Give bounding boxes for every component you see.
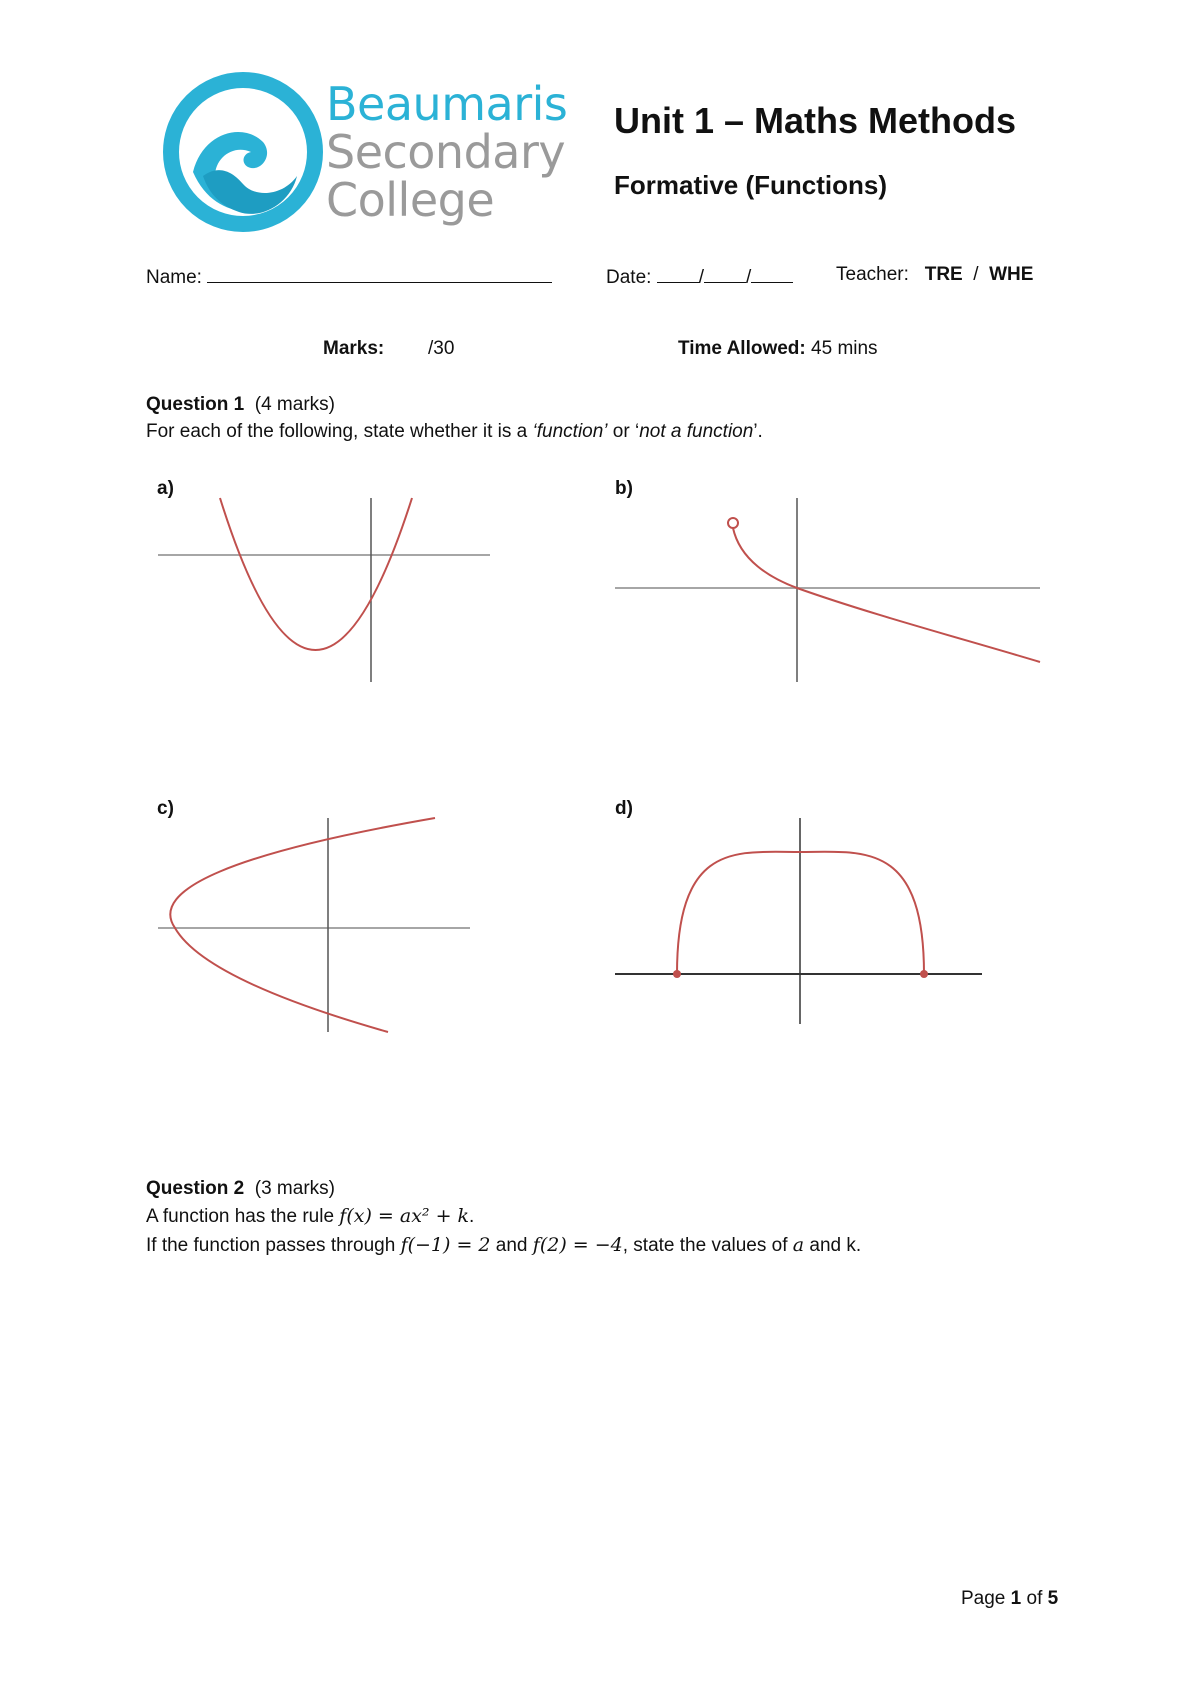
question-2-heading [146,1178,335,1200]
graph-d-right-endpoint [920,970,928,978]
q2-rule-math: f(x) = ax² + k [339,1205,470,1227]
date-label: Date: [606,267,652,288]
graph-c [150,810,490,1040]
instr-text: ’. [753,421,763,442]
q2-text: If the function passes through [146,1235,401,1256]
marks-label: Marks: [323,338,385,359]
logo-text-college: College [326,173,495,227]
graph-a-label: a) [157,478,174,499]
teacher-separator: / [973,264,979,285]
question-2-marks: (3 marks) [254,1178,335,1199]
q2-point-2-math: f(2) = −4 [532,1234,623,1256]
q2-text: A function has the rule [146,1206,340,1227]
page-subtitle: Formative (Functions) [614,170,888,200]
time-allowed [678,338,878,360]
time-label: Time Allowed: [678,338,806,359]
date-month-blank[interactable] [704,264,746,283]
q2-text: and k. [804,1235,862,1256]
instr-not-function: not a function [639,421,754,442]
date-separator: / [745,267,752,288]
graph-c-label: c) [157,798,174,819]
teacher-option-whe[interactable]: WHE [989,264,1034,285]
graph-b-open-endpoint [728,518,738,528]
page-text: of [1021,1588,1048,1609]
question-1-title: Question 1 [146,394,245,415]
question-1-instructions [146,421,763,443]
question-1-heading [146,394,335,416]
instr-function: ‘function’ [532,421,608,442]
graph-d-label: d) [615,798,633,819]
date-field [606,264,793,289]
question-2-line-1 [146,1205,474,1228]
graph-a-curve [220,498,412,650]
name-label: Name: [146,267,202,288]
q2-text: , state the values of [622,1235,793,1256]
teacher-field [836,264,1033,286]
graph-b-label: b) [615,478,633,499]
date-day-blank[interactable] [657,264,699,283]
question-2-title: Question 2 [146,1178,245,1199]
graph-d [610,810,990,1040]
time-value: 45 mins [811,338,878,359]
instr-text: For each of the following, state whether it is a [146,421,533,442]
logo-text-secondary: Secondary [326,125,566,179]
instr-text: or ‘ [607,421,640,442]
name-field [146,264,552,289]
graph-a [150,490,500,690]
graph-b [610,490,1050,690]
page-text: Page [961,1588,1011,1609]
graph-c-curve [170,818,435,1032]
graph-d-left-endpoint [673,970,681,978]
date-separator: / [698,267,704,288]
graph-b-curve [733,528,1040,662]
teacher-label: Teacher: [836,264,909,285]
q2-text: and [490,1235,533,1256]
q2-var-a-math: a [792,1234,805,1256]
college-logo-mark [163,72,323,232]
page-title: Unit 1 – Maths Methods [614,100,1017,141]
logo-text-beaumaris: Beaumaris [326,77,568,131]
question-1-marks: (4 marks) [254,394,335,415]
q2-point-1-math: f(−1) = 2 [400,1234,491,1256]
page-current: 1 [1010,1588,1022,1609]
date-year-blank[interactable] [751,264,793,283]
page-number [961,1588,1058,1610]
page-total: 5 [1047,1588,1059,1609]
teacher-option-tre[interactable]: TRE [924,264,963,285]
name-blank[interactable] [207,264,552,283]
q2-text: . [469,1206,475,1227]
question-2-line-2 [146,1234,861,1257]
marks-value: /30 [428,338,455,359]
